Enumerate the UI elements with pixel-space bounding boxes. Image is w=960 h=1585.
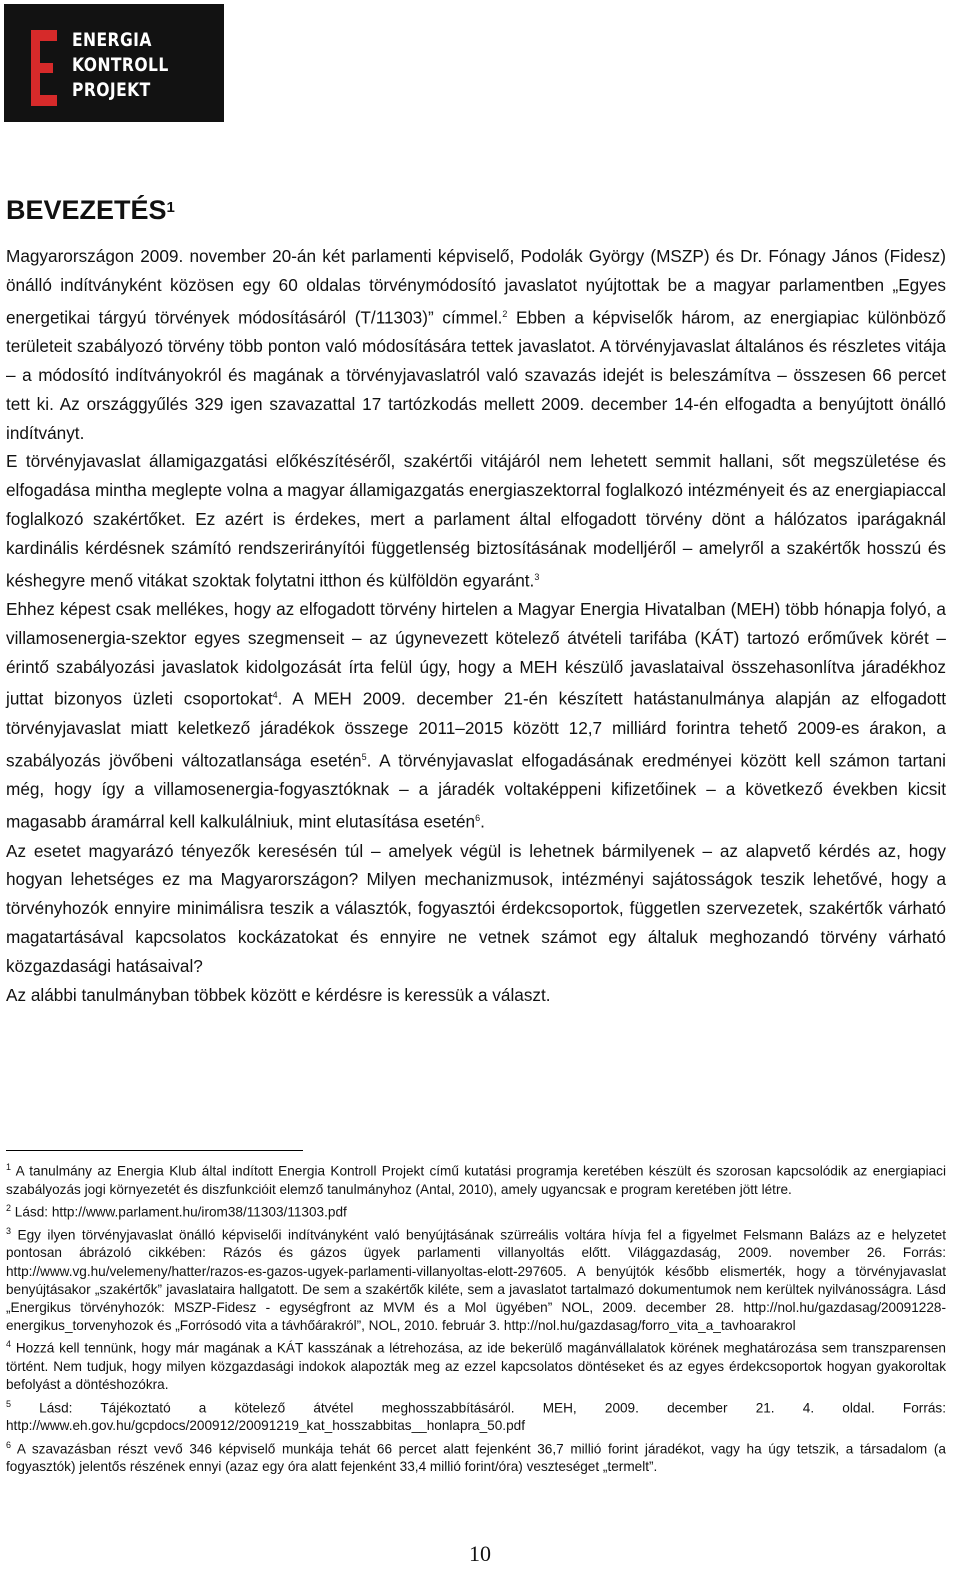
page-number: 10 <box>469 1541 491 1566</box>
paragraph-5: Az alábbi tanulmányban többek között e kérdésre is keressük a választ. <box>6 984 551 1005</box>
footnote-ref-6[interactable]: 6 <box>475 813 481 824</box>
footnote-separator <box>6 1150 303 1151</box>
footnote-3: $^3$ Egy ilyen törvényjavaslat önálló képviselői indítványként való benyújtásának szürreális voltára hívja fel a figyelmet Felsmann Balázs az e helyzetet pontosan ábrázoló cikkében: Rázós és gázos ügyek parlamenti villanyoltás előtt. Világgazdaság, 2009. november 26. Forrás: http://www.vg.hu/velemeny/hatter/razos-es-gazos-ugyek-parlamenti-villanyoltas-elott-297605. A benyújtók később elismerték, hogy a törvényjavaslat benyújtásakor „szakértők” javaslataira hallgatott. De sem a szakértők kiléte, sem a javaslatot tartalmazó dokumentumok nem kerültek nyilvánosságra. Lásd „Energikus törvényhozók: MSZP-Fidesz - egységfront az MVM és a Mol ügyében” NOL, 2009. december 28. http://nol.hu/gazdasag/20091228-energikus_torvenyhozok és „Forrósodó vita a távhőárakról”, NOL, 2010. február 3. http://nol.hu/gazdasag/forro_vita_a_tavhoarakrol <box>6 1225 946 1334</box>
footnotes <box>6 1158 946 1476</box>
paragraph-3: Ehhez képest csak mellékes, hogy az elfogadott törvény hirtelen a Magyar Energia Hivatalban (MEH) több hónapja folyó, a villamosenergia-szektor egyes szegmenseit – az úgynevezett kötelező átvételi tarifába (KÁT) tartozó erőművek körét – érintő szabályozási javaslatok kidolgozását írta felül úgy, hogy a MEH készülő javaslataival összehasonlítva járadékhoz juttat bizonyos üzleti csoportokat$^4$. A MEH 2009. december 21-én készített hatástanulmánya alapján az elfogadott törvényjavaslat miatt keletkező járadékok összege 2011–2015 között 12,7 milliárd forintra tehető 2009-es árakon, a szabályozás jövőbeni változatlansága esetén$^5$. A törvényjavaslat elfogadásának eredményei között kell számon tartani még, hogy így a villamosenergia-fogyasztóknak – a járadék voltaképpeni kifizetőinek – a következő években kicsit magasabb áramárral kell kalkulálniuk, mint elutasítása esetén$^6$. <box>6 599 946 832</box>
footnote-2: $^2$ Lásd: http://www.parlament.hu/irom38/11303/11303.pdf <box>6 1202 347 1220</box>
section-heading <box>6 190 946 230</box>
energia-kontroll-projekt-logo <box>4 4 224 122</box>
footnote-ref-5[interactable]: 5 <box>361 751 367 762</box>
footnote-5: $^5$ Lásd: Tájékoztató a kötelező átvétel meghosszabbításáról. MEH, 2009. december 21. 4. oldal. Forrás: http://www.eh.gov.hu/gcpdocs/200912/20091219_kat_hosszabbitas__honlapra_50.pdf <box>6 1398 946 1434</box>
footnote-number: 6 <box>6 1439 12 1450</box>
logo-e-mark-icon <box>31 30 57 106</box>
footnote-number: 5 <box>6 1398 12 1409</box>
section-heading-text: BEVEZETÉS <box>6 195 167 225</box>
footnote-number: 3 <box>6 1225 12 1236</box>
logo-line-3: PROJEKT <box>72 79 151 101</box>
footnote-number: 1 <box>6 1162 12 1172</box>
paragraph-1: Magyarországon 2009. november 20-án két parlamenti képviselő, Podolák György (MSZP) és Dr. Fónagy János (Fidesz) önálló indítványként közösen egy 60 oldalas törvénymódosító javaslatot nyújtottak be a magyar parlamentben „Egyes energetikai tárgyú törvények módosításáról (T/11303)” címmel.$^2$ Ebben a képviselők három, az energiapiac különböző területeit szabályozó törvény több ponton való módosítására tettek javaslatot. A törvényjavaslat általános és részletes vitája – a módosító indítványokról és magának a törvényjavaslatról való szavazás idejét is beleszámítva – összesen 66 percet tett ki. Az országgyűlés 329 igen szavazattal 17 tartózkodás mellett 2009. december 14-én elfogadta a benyújtott önálló indítványt. <box>6 246 946 443</box>
footnote-ref-3[interactable]: 3 <box>534 571 540 582</box>
footnote-ref-2[interactable]: 2 <box>502 308 508 319</box>
heading-footnote-ref[interactable]: 1 <box>166 199 175 216</box>
footnote-6: $^6$ A szavazásban részt vevő 346 képviselő munkája tehát 66 percet alatt fejenként 36,7 millió forint járadékot, vagy ha úgy tetszik, a társadalom (a fogyasztók) jelentős részének ennyi (azaz egy óra alatt fejenként 33,4 millió forint/óra) veszteséget „termelt”. <box>6 1439 946 1475</box>
footnote-4: $^4$ Hozzá kell tennünk, hogy már magának a KÁT kasszának a létrehozása, az ide bekerülő magánvállalatok körének meghatározása sem transzparensen történt. Nem tudjuk, hogy milyen közgazdasági indokok alapozták meg az ezzel kapcsolatos döntéseket és az egyes érdekcsoportok hogyan gyakoroltak befolyást a döntéshozókra. <box>6 1339 946 1393</box>
paragraph-4: Az esetet magyarázó tényezők keresésén túl – amelyek végül is lehetnek bármilyenek – az alapvető kérdés az, hogy hogyan lehetséges ez ma Magyarországon? Milyen mechanizmusok, intézményi sajátosságok teszik lehetővé, hogy a törvényhozók ennyire minimálisra teszik a választók, fogyasztói érdekcsoportok, független szervezetek, szakértők várható magatartásával kapcsolatos kockázatokat és ennyire ne vetnek számot egy általuk meghozandó törvény várható közgazdasági hatásaival? <box>6 840 946 976</box>
logo-text <box>72 28 169 103</box>
footnote-number: 4 <box>6 1339 12 1350</box>
logo-line-2: KONTROLL <box>72 54 169 76</box>
footnote-1: $^1$ A tanulmány az Energia Klub által indított Energia Kontroll Projekt című kutatási programja keretében készült és szorosan kapcsolódik az energiapiaci szabályozás jogi környezetét és diszfunkcióit elemző tanulmányhoz (Antal, 2010), amely ugyancsak e program keretében jött létre. <box>6 1162 946 1197</box>
footnote-number: 2 <box>6 1202 12 1213</box>
logo-line-1: ENERGIA <box>72 29 152 51</box>
main-content <box>6 190 946 1009</box>
footnote-ref-4[interactable]: 4 <box>272 690 278 701</box>
paragraph-2: E törvényjavaslat államigazgatási előkészítéséről, szakértői vitájáról nem lehetett semmit hallani, sőt megszületése és elfogadása mintha meglepte volna a magyar államigazgatás energiaszektorral foglalkozó intézményeit és az energiapiaccal foglalkozó szakértőket. Ez azért is érdekes, mert a parlament által elfogadott törvény dönt a hálózatos iparágaknál kardinális kérdésnek számító rendszerirányítói függetlenség biztosításának modelljéről – amelyről a szakértők hosszú és késhegyre menő vitákat szoktak folytatni itthon és külföldön egyaránt.$^3$ <box>6 451 946 591</box>
